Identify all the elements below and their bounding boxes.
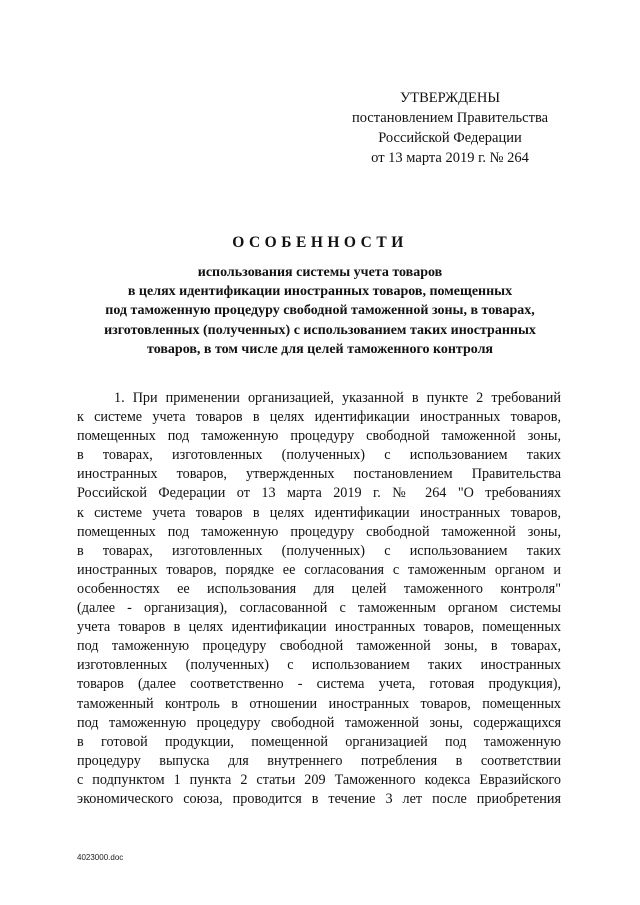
body-line: в товарах, изготовленных (полученных) с использованием таких [77, 542, 561, 559]
body-line: экономического союза, проводится в течение 3 лет после приобретения [77, 790, 561, 807]
body-line: под таможенную процедуру свободной таможенной зоны, содержащихся [77, 714, 561, 731]
document-title: ОСОБЕННОСТИ [232, 234, 408, 251]
body-line: помещенных под таможенную процедуру свободной таможенной зоны, [77, 428, 561, 445]
approval-line: постановлением Правительства [351, 110, 549, 126]
subtitle-line: товаров, в том числе для целей таможенного контроля [147, 341, 493, 357]
body-line: к системе учета товаров в целях идентификации иностранных товаров, [77, 409, 561, 426]
body-line: помещенных под таможенную процедуру свободной таможенной зоны, [77, 523, 561, 540]
body-line: таможенный контроль в отношении иностранных товаров, помещенных [77, 695, 561, 712]
subtitle-line: под таможенную процедуру свободной таможенной зоны, в товарах, [105, 303, 535, 319]
approval-date-line: от 13 марта 2019 г. № 264 [371, 150, 529, 166]
approval-block [330, 88, 570, 168]
file-name-footer: 4023000.doc [77, 853, 124, 862]
body-line: особенностях ее использования для целей таможенного контроля" [77, 580, 561, 597]
body-line: в готовой продукции, помещенной организацией под таможенную [77, 733, 561, 750]
body-line: учета товаров в целях идентификации иностранных товаров, помещенных [77, 619, 561, 636]
body-line: иностранных товаров, порядке ее согласования с таможенным органом и [77, 561, 561, 578]
body-line: (далее - организация), согласованной с таможенным органом системы [77, 600, 561, 617]
body-line: к системе учета товаров в целях идентификации иностранных товаров, [77, 504, 561, 521]
approval-heading: УТВЕРЖДЕНЫ [399, 90, 501, 106]
body-line: иностранных товаров, утвержденных постановлением Правительства [77, 466, 561, 483]
body-line: товаров (далее соответственно - система учета, готовая продукция), [77, 676, 561, 693]
subtitle-line: использования системы учета товаров [197, 265, 443, 280]
body-line: с подпунктом 1 пункта 2 статьи 209 Таможенного кодекса Евразийского [77, 771, 561, 788]
document-subtitle [60, 263, 580, 359]
body-line: изготовленных (полученных) с использованием таких иностранных [77, 657, 561, 674]
approval-line: Российской Федерации [378, 130, 522, 146]
body-line: Российской Федерации от 13 марта 2019 г. № 264 "О требованиях [77, 485, 561, 502]
body-line: 1. При применении организацией, указанной в пункте 2 требований [114, 390, 561, 406]
body-line: в товарах, изготовленных (полученных) с использованием таких [77, 447, 561, 464]
paragraph-1 [77, 389, 561, 809]
body-line: под таможенную процедуру свободной таможенной зоны, в товарах, [77, 638, 561, 655]
subtitle-line: изготовленных (полученных) с использованием таких иностранных [104, 322, 536, 338]
body-line: процедуру выпуска для внутреннего потребления в соответствии [77, 752, 561, 769]
subtitle-line: в целях идентификации иностранных товаров, помещенных [127, 284, 513, 300]
